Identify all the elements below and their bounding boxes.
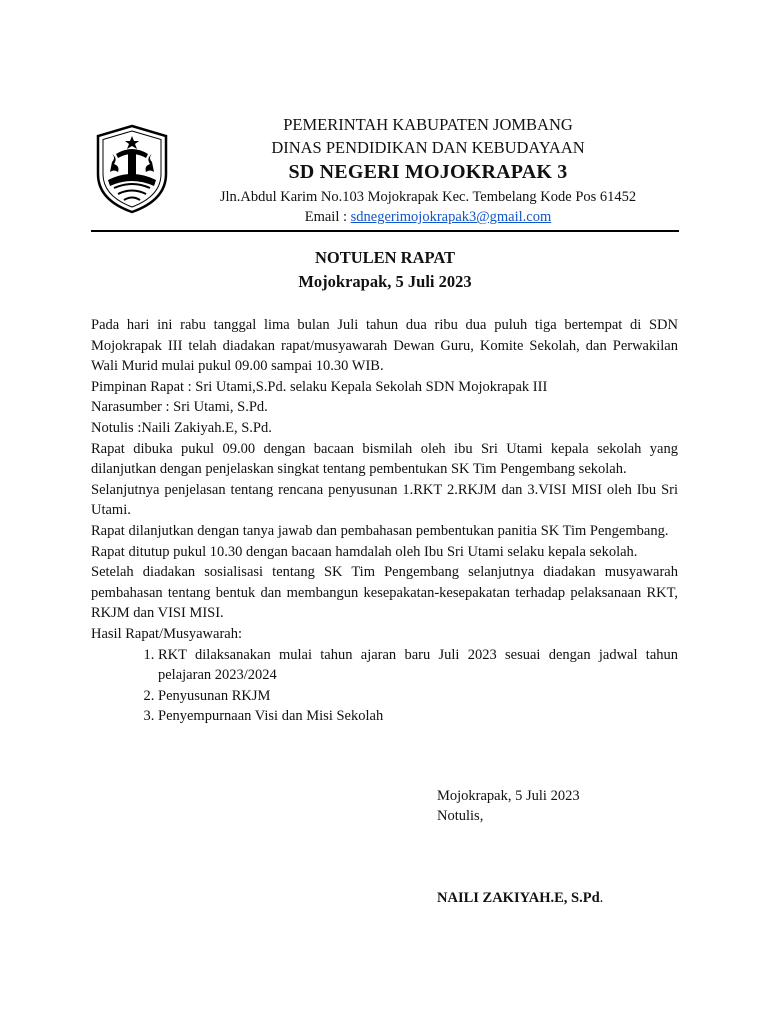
email-link[interactable]: sdnegerimojokrapak3@gmail.com [350, 209, 552, 225]
letterhead-divider [91, 230, 679, 232]
email-label: Email : [304, 209, 351, 225]
paragraph-closed: Rapat ditutup pukul 10.30 dengan bacaan hamdalah oleh Ibu Sri Utami selaku kepala sekolah. [91, 543, 638, 560]
paragraph-after: Setelah diadakan sosialisasi tentang SK Tim Pengembang selanjutnya diadakan musyawarah pembahasan tentang bentuk dan membangun kesepakatan-kesepakatan terhadap pelaksanaan RKT, RKJM dan VISI MISI. [91, 564, 678, 622]
document-place-date: Mojokrapak, 5 Juli 2023 [298, 272, 472, 291]
signature-name-line [437, 890, 603, 907]
result-item: 3. Penyempurnaan Visi dan Misi Sekolah [158, 706, 678, 727]
paragraph-next: Selanjutnya penjelasan tentang rencana penyusunan 1.RKT 2.RKJM dan 3.VISI MISI oleh Ibu Sri Utami. [91, 481, 678, 519]
signature-role: Notulis, [437, 808, 484, 824]
header-government-line: PEMERINTAH KABUPATEN JOMBANG [283, 115, 573, 134]
paragraph-opened: Rapat dibuka pukul 09.00 dengan bacaan bismilah oleh ibu Sri Utami kepala sekolah yang dilanjutkan dengan penjelaskan singkat tentang pembentukan SK Tim Pengembang sekolah. [91, 440, 678, 478]
result-item: 1. RKT dilaksanakan mulai tahun ajaran baru Juli 2023 sesuai dengan jadwal tahun pelajaran 2023/2024 [158, 645, 678, 686]
document-title: NOTULEN RAPAT [314, 248, 456, 267]
header-address: Jln.Abdul Karim No.103 Mojokrapak Kec. Tembelang Kode Pos 61452 [219, 189, 637, 205]
jombang-emblem-logo [94, 124, 170, 214]
signature-name-suffix: . [599, 890, 604, 906]
header-email-line [180, 209, 676, 226]
paragraph-opening: Pada hari ini rabu tanggal lima bulan Juli tahun dua ribu dua puluh tiga bertempat di SDN Mojokrapak III telah diadakan rapat/musyawarah Dewan Guru, Komite Sekolah, dan Perwakilan Wali Murid mulai pukul 09.00 sampai 10.30 WIB. [91, 317, 678, 375]
paragraph-chair: Pimpinan Rapat : Sri Utami,S.Pd. selaku Kepala Sekolah SDN Mojokrapak III [91, 378, 548, 395]
results-list [91, 645, 678, 727]
minutes-body [91, 315, 678, 727]
signature-name: NAILI ZAKIYAH.E, S.Pd [437, 890, 600, 906]
results-heading: Hasil Rapat/Musyawarah: [91, 625, 243, 642]
paragraph-secretary: Notulis :Naili Zakiyah.E, S.Pd. [91, 419, 272, 436]
result-item: 2. Penyusunan RKJM [158, 686, 678, 707]
signature-place-date: Mojokrapak, 5 Juli 2023 [437, 788, 580, 804]
paragraph-speaker: Narasumber : Sri Utami, S.Pd. [91, 399, 268, 416]
header-school-name: SD NEGERI MOJOKRAPAK 3 [288, 161, 568, 183]
header-department-line: DINAS PENDIDIKAN DAN KEBUDAYAAN [271, 138, 585, 157]
paragraph-continued: Rapat dilanjutkan dengan tanya jawab dan pembahasan pembentukan panitia SK Tim Pengembang. [91, 522, 669, 539]
